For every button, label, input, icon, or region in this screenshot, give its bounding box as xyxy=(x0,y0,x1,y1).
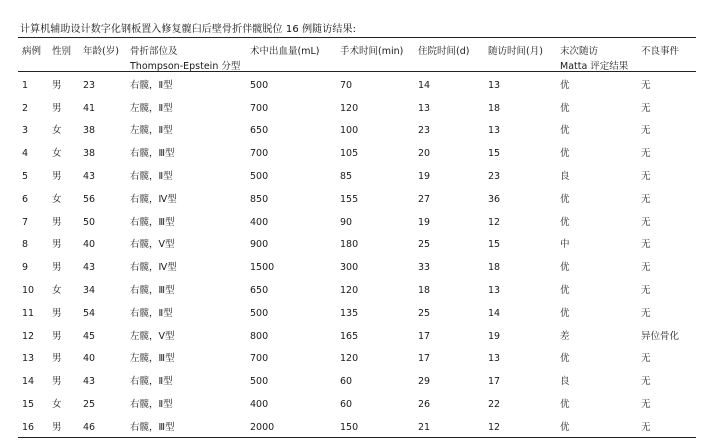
cell-matta-result: 优 xyxy=(560,285,570,297)
cell-age: 43 xyxy=(83,262,96,274)
cell-hospital-stay: 20 xyxy=(418,148,431,160)
table-row xyxy=(18,142,696,165)
cell-operation-time: 90 xyxy=(340,216,353,228)
cell-operation-time: 150 xyxy=(340,421,359,433)
cell-matta-result: 优 xyxy=(560,262,570,274)
cell-hospital-stay: 19 xyxy=(418,171,431,183)
cell-sex: 男 xyxy=(52,79,62,91)
table-row xyxy=(18,256,696,279)
cell-matta-result: 优 xyxy=(560,148,570,160)
cell-adverse-events: 无 xyxy=(641,285,651,297)
cell-fracture-type: 左髋，Ⅴ型 xyxy=(130,330,175,342)
cell-case: 13 xyxy=(22,353,35,365)
cell-adverse-events: 无 xyxy=(641,399,651,411)
table-row xyxy=(18,393,696,416)
header-hospital-stay: 住院时间(d) xyxy=(418,46,470,57)
cell-blood-loss: 1500 xyxy=(250,262,275,274)
cell-age: 34 xyxy=(83,285,96,297)
cell-followup-time: 13 xyxy=(488,125,501,137)
cell-matta-result: 优 xyxy=(560,125,570,137)
cell-case: 15 xyxy=(22,399,35,411)
cell-case: 16 xyxy=(22,421,35,433)
cell-case: 3 xyxy=(22,125,29,137)
cell-followup-time: 15 xyxy=(488,239,501,251)
cell-adverse-events: 无 xyxy=(641,262,651,274)
cell-sex: 女 xyxy=(52,193,62,205)
cell-matta-result: 优 xyxy=(560,399,570,411)
cell-matta-result: 优 xyxy=(560,421,570,433)
cell-blood-loss: 700 xyxy=(250,148,269,160)
cell-matta-result: 优 xyxy=(560,79,570,91)
cell-followup-time: 22 xyxy=(488,399,501,411)
cell-blood-loss: 500 xyxy=(250,376,269,388)
cell-fracture-type: 右髋，Ⅲ型 xyxy=(130,216,175,228)
cell-adverse-events: 无 xyxy=(641,376,651,388)
cell-matta-result: 优 xyxy=(560,193,570,205)
cell-age: 40 xyxy=(83,353,96,365)
cell-age: 41 xyxy=(83,102,96,114)
cell-matta-result: 优 xyxy=(560,353,570,365)
cell-fracture-type: 右髋，Ⅲ型 xyxy=(130,421,175,433)
cell-followup-time: 13 xyxy=(488,285,501,297)
cell-blood-loss: 650 xyxy=(250,285,269,297)
cell-operation-time: 100 xyxy=(340,125,359,137)
cell-operation-time: 85 xyxy=(340,171,353,183)
cell-blood-loss: 700 xyxy=(250,102,269,114)
cell-fracture-type: 右髋，Ⅱ型 xyxy=(130,399,173,411)
cell-hospital-stay: 23 xyxy=(418,125,431,137)
cell-case: 7 xyxy=(22,216,29,228)
cell-operation-time: 180 xyxy=(340,239,359,251)
cell-followup-time: 18 xyxy=(488,262,501,274)
cell-matta-result: 优 xyxy=(560,216,570,228)
table-row xyxy=(18,302,696,325)
cell-operation-time: 70 xyxy=(340,79,353,91)
cell-blood-loss: 500 xyxy=(250,79,269,91)
cell-blood-loss: 400 xyxy=(250,399,269,411)
table-row xyxy=(18,97,696,120)
cell-followup-time: 15 xyxy=(488,148,501,160)
cell-matta-result: 中 xyxy=(560,239,570,251)
cell-blood-loss: 500 xyxy=(250,171,269,183)
cell-case: 2 xyxy=(22,102,29,114)
table-body xyxy=(18,74,696,439)
cell-blood-loss: 650 xyxy=(250,125,269,137)
cell-followup-time: 14 xyxy=(488,307,501,319)
results-table xyxy=(18,38,696,439)
cell-hospital-stay: 21 xyxy=(418,421,431,433)
cell-adverse-events: 无 xyxy=(641,125,651,137)
cell-matta-result: 差 xyxy=(560,330,570,342)
cell-blood-loss: 400 xyxy=(250,216,269,228)
cell-age: 50 xyxy=(83,216,96,228)
table-row xyxy=(18,188,696,211)
table-caption: 计算机辅助设计数字化钢板置入修复髋臼后壁骨折伴髋脱位 16 例随访结果: xyxy=(20,24,357,35)
cell-fracture-type: 右髋，Ⅳ型 xyxy=(130,193,177,205)
cell-operation-time: 120 xyxy=(340,353,359,365)
cell-hospital-stay: 25 xyxy=(418,239,431,251)
cell-fracture-type: 右髋，Ⅱ型 xyxy=(130,79,173,91)
cell-sex: 女 xyxy=(52,148,62,160)
cell-operation-time: 300 xyxy=(340,262,359,274)
cell-blood-loss: 500 xyxy=(250,307,269,319)
cell-followup-time: 13 xyxy=(488,79,501,91)
header-fracture-type: 骨折部位及 Thompson-Epstein 分型 xyxy=(130,46,241,72)
cell-sex: 女 xyxy=(52,399,62,411)
table-row xyxy=(18,348,696,371)
cell-fracture-type: 左髋，Ⅲ型 xyxy=(130,353,175,365)
cell-followup-time: 17 xyxy=(488,376,501,388)
cell-sex: 男 xyxy=(52,262,62,274)
cell-blood-loss: 800 xyxy=(250,330,269,342)
cell-adverse-events: 无 xyxy=(641,148,651,160)
cell-age: 40 xyxy=(83,239,96,251)
cell-blood-loss: 850 xyxy=(250,193,269,205)
cell-sex: 女 xyxy=(52,285,62,297)
cell-followup-time: 13 xyxy=(488,353,501,365)
cell-fracture-type: 右髋，Ⅱ型 xyxy=(130,307,173,319)
cell-adverse-events: 无 xyxy=(641,239,651,251)
cell-matta-result: 优 xyxy=(560,307,570,319)
table-row xyxy=(18,234,696,257)
cell-age: 25 xyxy=(83,399,96,411)
cell-hospital-stay: 29 xyxy=(418,376,431,388)
cell-age: 38 xyxy=(83,125,96,137)
cell-operation-time: 135 xyxy=(340,307,359,319)
cell-age: 43 xyxy=(83,171,96,183)
cell-fracture-type: 右髋，Ⅴ型 xyxy=(130,239,175,251)
table-row xyxy=(18,211,696,234)
header-case: 病例 xyxy=(22,46,42,57)
cell-case: 14 xyxy=(22,376,35,388)
cell-age: 54 xyxy=(83,307,96,319)
cell-operation-time: 165 xyxy=(340,330,359,342)
cell-age: 23 xyxy=(83,79,96,91)
cell-adverse-events: 无 xyxy=(641,193,651,205)
cell-hospital-stay: 14 xyxy=(418,79,431,91)
cell-age: 45 xyxy=(83,330,96,342)
cell-adverse-events: 无 xyxy=(641,79,651,91)
header-followup-time: 随访时间(月) xyxy=(488,46,543,57)
cell-followup-time: 19 xyxy=(488,330,501,342)
header-age: 年龄(岁) xyxy=(83,46,119,57)
table-header-row xyxy=(18,38,696,74)
cell-followup-time: 18 xyxy=(488,102,501,114)
cell-hospital-stay: 25 xyxy=(418,307,431,319)
cell-fracture-type: 右髋，Ⅲ型 xyxy=(130,148,175,160)
cell-followup-time: 12 xyxy=(488,421,501,433)
cell-hospital-stay: 17 xyxy=(418,330,431,342)
cell-hospital-stay: 17 xyxy=(418,353,431,365)
cell-sex: 女 xyxy=(52,125,62,137)
cell-adverse-events: 无 xyxy=(641,307,651,319)
cell-sex: 男 xyxy=(52,239,62,251)
header-blood-loss: 术中出血量(mL) xyxy=(250,46,320,57)
cell-adverse-events: 无 xyxy=(641,216,651,228)
cell-fracture-type: 右髋，Ⅳ型 xyxy=(130,262,177,274)
cell-operation-time: 105 xyxy=(340,148,359,160)
cell-age: 38 xyxy=(83,148,96,160)
cell-case: 10 xyxy=(22,285,35,297)
cell-hospital-stay: 13 xyxy=(418,102,431,114)
cell-sex: 男 xyxy=(52,353,62,365)
cell-hospital-stay: 27 xyxy=(418,193,431,205)
cell-blood-loss: 700 xyxy=(250,353,269,365)
cell-fracture-type: 右髋，Ⅱ型 xyxy=(130,376,173,388)
cell-case: 1 xyxy=(22,79,29,91)
cell-fracture-type: 左髋，Ⅱ型 xyxy=(130,125,173,137)
cell-sex: 男 xyxy=(52,102,62,114)
table-row xyxy=(18,74,696,97)
cell-operation-time: 155 xyxy=(340,193,359,205)
cell-hospital-stay: 26 xyxy=(418,399,431,411)
cell-matta-result: 优 xyxy=(560,102,570,114)
header-sex: 性别 xyxy=(52,46,72,57)
cell-age: 43 xyxy=(83,376,96,388)
cell-sex: 男 xyxy=(52,421,62,433)
cell-matta-result: 良 xyxy=(560,171,570,183)
cell-fracture-type: 左髋，Ⅱ型 xyxy=(130,102,173,114)
cell-case: 6 xyxy=(22,193,29,205)
table-row xyxy=(18,120,696,143)
table-row xyxy=(18,325,696,348)
cell-hospital-stay: 18 xyxy=(418,285,431,297)
cell-sex: 男 xyxy=(52,330,62,342)
cell-operation-time: 60 xyxy=(340,376,353,388)
table-row xyxy=(18,165,696,188)
cell-adverse-events: 异位骨化 xyxy=(641,330,680,342)
cell-case: 4 xyxy=(22,148,29,160)
cell-adverse-events: 无 xyxy=(641,421,651,433)
header-adverse-events: 不良事件 xyxy=(641,46,680,57)
cell-operation-time: 120 xyxy=(340,285,359,297)
cell-sex: 男 xyxy=(52,307,62,319)
cell-sex: 男 xyxy=(52,376,62,388)
cell-adverse-events: 无 xyxy=(641,102,651,114)
cell-fracture-type: 右髋，Ⅲ型 xyxy=(130,285,175,297)
cell-age: 56 xyxy=(83,193,96,205)
table-row xyxy=(18,370,696,393)
cell-adverse-events: 无 xyxy=(641,353,651,365)
cell-blood-loss: 900 xyxy=(250,239,269,251)
header-operation-time: 手术时间(min) xyxy=(340,46,404,57)
cell-fracture-type: 右髋，Ⅱ型 xyxy=(130,171,173,183)
cell-hospital-stay: 19 xyxy=(418,216,431,228)
cell-case: 12 xyxy=(22,330,35,342)
cell-operation-time: 120 xyxy=(340,102,359,114)
cell-followup-time: 12 xyxy=(488,216,501,228)
cell-followup-time: 36 xyxy=(488,193,501,205)
document-page xyxy=(18,0,696,443)
cell-hospital-stay: 33 xyxy=(418,262,431,274)
cell-matta-result: 良 xyxy=(560,376,570,388)
cell-case: 9 xyxy=(22,262,29,274)
cell-blood-loss: 2000 xyxy=(250,421,275,433)
cell-followup-time: 23 xyxy=(488,171,501,183)
cell-case: 8 xyxy=(22,239,29,251)
cell-age: 46 xyxy=(83,421,96,433)
header-matta-result: 末次随访 Matta 评定结果 xyxy=(560,46,629,72)
cell-case: 5 xyxy=(22,171,29,183)
cell-sex: 男 xyxy=(52,171,62,183)
cell-operation-time: 60 xyxy=(340,399,353,411)
cell-sex: 男 xyxy=(52,216,62,228)
cell-adverse-events: 无 xyxy=(641,171,651,183)
table-row xyxy=(18,416,696,439)
cell-case: 11 xyxy=(22,307,35,319)
table-row xyxy=(18,279,696,302)
